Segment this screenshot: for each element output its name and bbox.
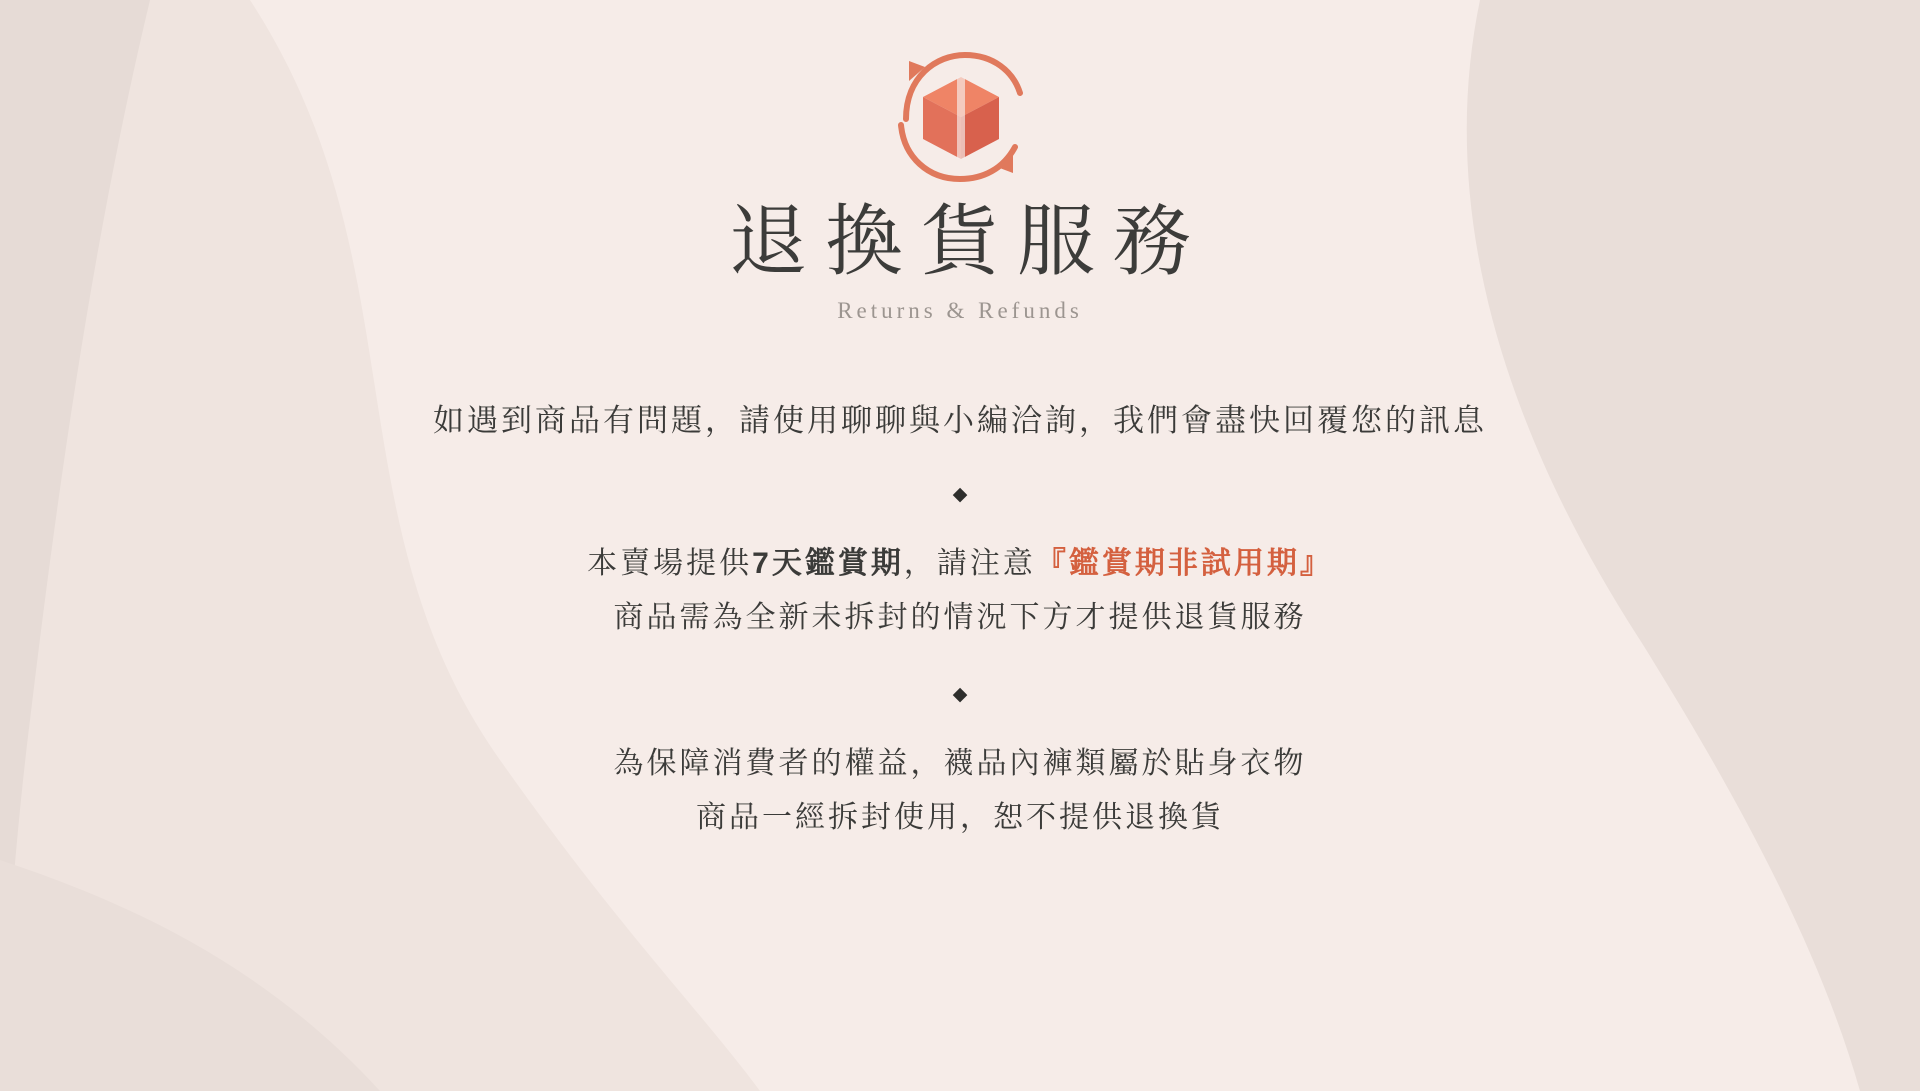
policy-section-1-line-1 (587, 538, 1333, 591)
divider-diamond-2: ◆ (952, 683, 968, 705)
policy-section-2-line-2: 商品一經拆封使用，恕不提供退換貨 (696, 801, 1224, 834)
returns-box-arrows-icon-svg (873, 41, 1048, 191)
policy-section-1-line-2: 商品需為全新未拆封的情況下方才提供退貨服務 (613, 601, 1307, 634)
policy-section-2-line-1: 為保障消費者的權益，襪品內褲類屬於貼身衣物 (613, 746, 1307, 780)
text-prefix: 本賣場提供 (587, 546, 753, 580)
text-middle: ，請注意 (903, 546, 1036, 580)
lead-text: 如遇到商品有問題，請使用聊聊與小編洽詢，我們會盡快回覆您的訊息 (433, 403, 1487, 438)
text-accent-warning: 『鑑賞期非試用期』 (1035, 546, 1333, 580)
text-strong-period: 7天鑑賞期 (752, 546, 904, 580)
policy-section-2 (614, 738, 1307, 845)
page-title: 退換貨服務 (728, 197, 1209, 285)
divider-diamond-1: ◆ (952, 483, 968, 505)
returns-box-arrows-icon (865, 36, 1055, 196)
policy-section-1 (587, 538, 1333, 645)
page-subtitle: Returns & Refunds (837, 298, 1083, 323)
